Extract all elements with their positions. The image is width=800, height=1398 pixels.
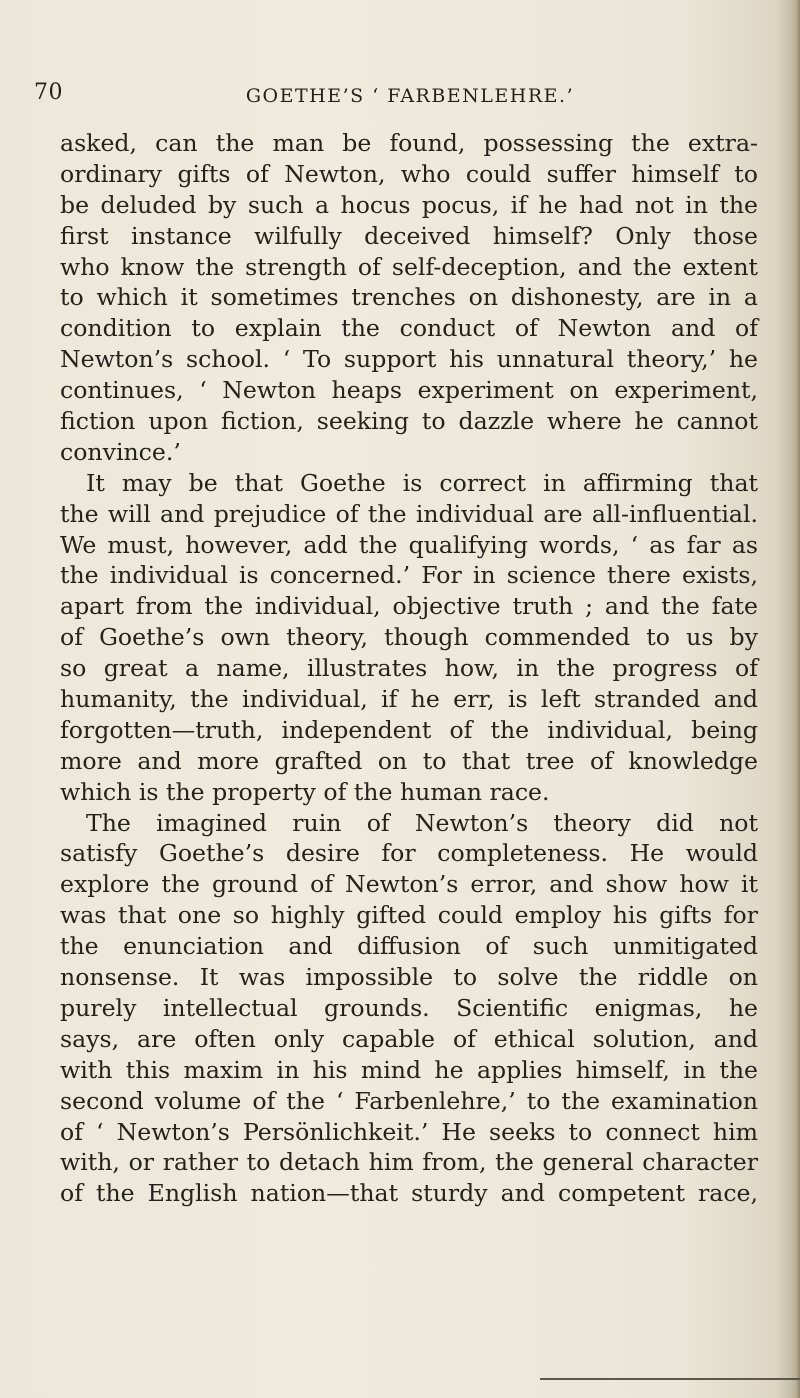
text-line: be deluded by such a hocus pocus, if he had not in the <box>60 190 758 219</box>
text-line: the individual is concerned.’ For in science there exists, <box>60 561 758 590</box>
body-text <box>60 128 758 1209</box>
text-line: of the English nation—that sturdy and competent race, <box>60 1179 758 1208</box>
page-edge-shadow <box>790 0 800 1398</box>
text-line: with this maxim in his mind he applies himself, in the <box>60 1055 758 1084</box>
text-line: the enunciation and diffusion of such unmitigated <box>60 932 758 961</box>
text-line: of Goethe’s own theory, though commended to us by <box>60 623 758 652</box>
text-line: more and more grafted on to that tree of knowledge <box>60 746 758 775</box>
text-line: was that one so highly gifted could employ his gifts for <box>60 901 758 930</box>
text-line: purely intellectual grounds. Scientific enigmas, he <box>60 993 758 1022</box>
text-line: Newton’s school. ‘ To support his unnatural theory,’ he <box>60 345 758 374</box>
text-line: We must, however, add the qualifying words, ‘ as far as <box>60 530 758 559</box>
page-number: 70 <box>34 80 63 105</box>
text-line: humanity, the individual, if he err, is left stranded and <box>60 685 758 714</box>
text-line: second volume of the ‘ Farbenlehre,’ to the examination <box>60 1086 758 1115</box>
text-line: first instance wilfully deceived himself? Only those <box>60 221 758 250</box>
text-line: which is the property of the human race. <box>60 777 550 806</box>
paragraph-first-line: The imagined ruin of Newton’s theory did not <box>86 808 758 837</box>
text-line: apart from the individual, objective truth ; and the fate <box>60 592 758 621</box>
paragraph-first-line: It may be that Goethe is correct in affirming that <box>86 468 758 497</box>
bottom-edge-line <box>540 1378 800 1380</box>
text-line: the will and prejudice of the individual are all-influential. <box>60 499 758 528</box>
text-line: who know the strength of self-deception, and the extent <box>60 252 758 281</box>
text-line: satisfy Goethe’s desire for completeness. He would <box>60 839 758 868</box>
text-line: to which it sometimes trenches on dishonesty, are in a <box>60 283 758 312</box>
text-line: of ‘ Newton’s Persönlichkeit.’ He seeks to connect him <box>60 1117 758 1146</box>
text-line: condition to explain the conduct of Newton and of <box>60 314 758 343</box>
text-line: says, are often only capable of ethical solution, and <box>60 1024 758 1053</box>
text-line: fiction upon fiction, seeking to dazzle where he cannot <box>60 407 758 436</box>
text-line: asked, can the man be found, possessing the extra- <box>60 129 758 157</box>
text-line: explore the ground of Newton’s error, and show how it <box>60 870 758 899</box>
text-line: with, or rather to detach him from, the general character <box>60 1148 758 1177</box>
running-head: GOETHE’S ‘ FARBENLEHRE.’ <box>245 85 575 107</box>
text-line: so great a name, illustrates how, in the progress of <box>60 654 758 683</box>
text-line: continues, ‘ Newton heaps experiment on experiment, <box>60 376 758 405</box>
text-line: nonsense. It was impossible to solve the riddle on <box>60 963 758 992</box>
text-line: convince.’ <box>60 437 181 466</box>
text-line: forgotten—truth, independent of the individual, being <box>60 715 758 744</box>
text-line: ordinary gifts of Newton, who could suffer himself to <box>60 159 758 188</box>
